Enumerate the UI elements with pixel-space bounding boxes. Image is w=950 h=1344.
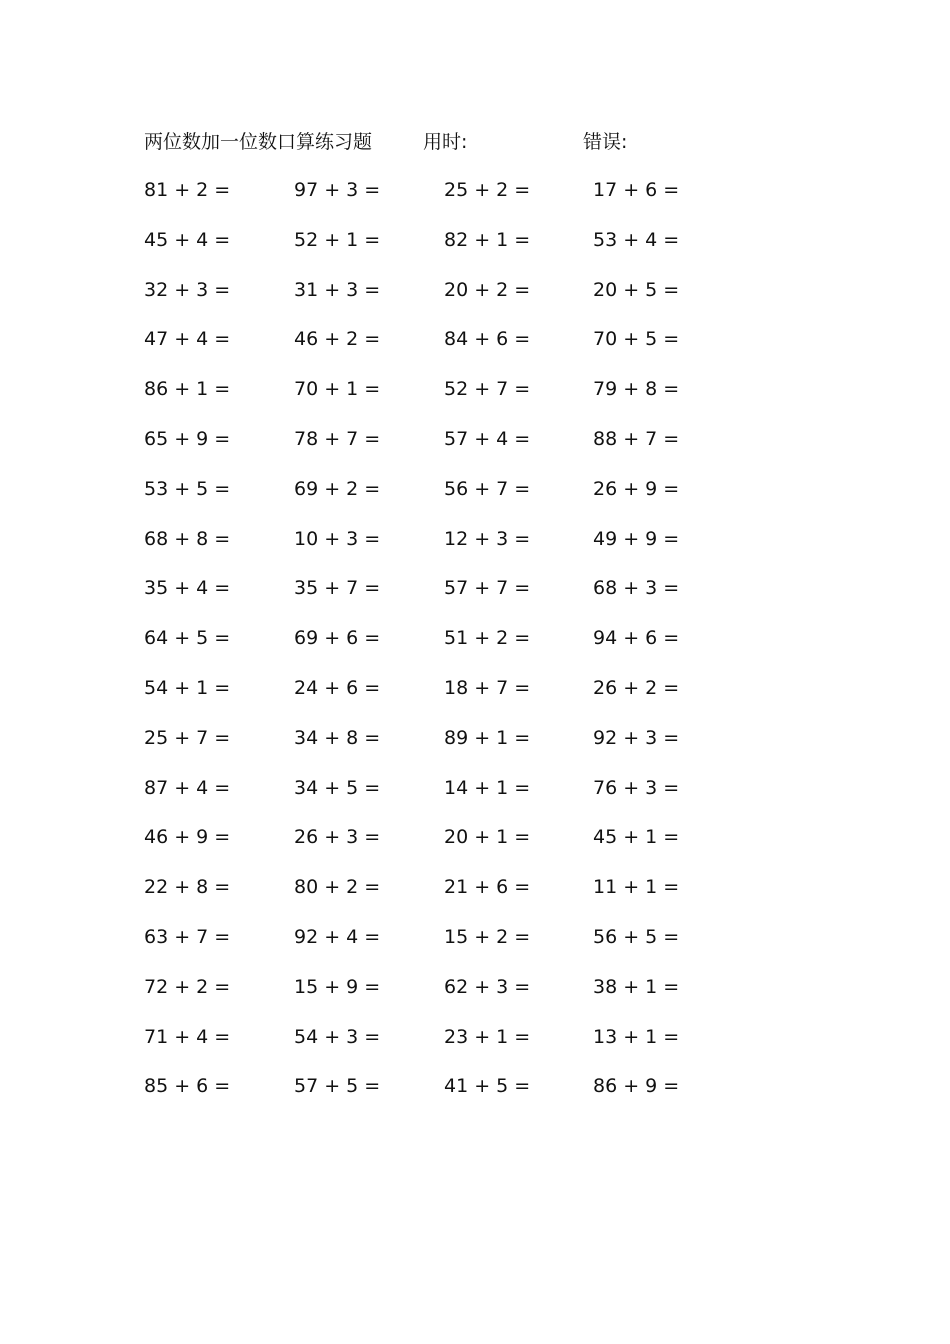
problem-item: 21 + 6 =	[444, 876, 531, 898]
problem-item: 70 + 1 =	[294, 378, 381, 400]
problem-item: 54 + 3 =	[294, 1026, 381, 1048]
problem-item: 69 + 2 =	[294, 478, 381, 500]
problem-item: 84 + 6 =	[444, 328, 531, 350]
problem-item: 72 + 2 =	[144, 976, 231, 998]
problem-item: 11 + 1 =	[593, 876, 680, 898]
problem-item: 24 + 6 =	[294, 677, 381, 699]
problem-item: 70 + 5 =	[593, 328, 680, 350]
errors-label: 错误:	[583, 131, 628, 153]
problem-item: 81 + 2 =	[144, 179, 231, 201]
problem-item: 57 + 7 =	[444, 577, 531, 599]
problem-item: 38 + 1 =	[593, 976, 680, 998]
problem-item: 53 + 4 =	[593, 229, 680, 251]
problem-item: 46 + 9 =	[144, 826, 231, 848]
problem-item: 64 + 5 =	[144, 627, 231, 649]
problem-item: 76 + 3 =	[593, 777, 680, 799]
time-label: 用时:	[423, 131, 468, 153]
problem-item: 80 + 2 =	[294, 876, 381, 898]
problem-item: 14 + 1 =	[444, 777, 531, 799]
problem-item: 51 + 2 =	[444, 627, 531, 649]
problem-item: 25 + 7 =	[144, 727, 231, 749]
problem-item: 52 + 1 =	[294, 229, 381, 251]
problem-item: 25 + 2 =	[444, 179, 531, 201]
problem-item: 57 + 4 =	[444, 428, 531, 450]
problem-item: 15 + 2 =	[444, 926, 531, 948]
problem-item: 35 + 4 =	[144, 577, 231, 599]
problem-item: 65 + 9 =	[144, 428, 231, 450]
problem-item: 56 + 5 =	[593, 926, 680, 948]
problem-item: 86 + 9 =	[593, 1075, 680, 1097]
worksheet-title: 两位数加一位数口算练习题	[144, 131, 373, 153]
problem-item: 26 + 2 =	[593, 677, 680, 699]
problem-item: 71 + 4 =	[144, 1026, 231, 1048]
problem-item: 20 + 5 =	[593, 279, 680, 301]
problem-item: 13 + 1 =	[593, 1026, 680, 1048]
problem-item: 10 + 3 =	[294, 528, 381, 550]
problem-item: 12 + 3 =	[444, 528, 531, 550]
problem-item: 23 + 1 =	[444, 1026, 531, 1048]
problem-item: 68 + 3 =	[593, 577, 680, 599]
problem-item: 26 + 3 =	[294, 826, 381, 848]
problem-item: 69 + 6 =	[294, 627, 381, 649]
problem-item: 26 + 9 =	[593, 478, 680, 500]
problem-item: 79 + 8 =	[593, 378, 680, 400]
problem-item: 94 + 6 =	[593, 627, 680, 649]
problem-item: 88 + 7 =	[593, 428, 680, 450]
problem-item: 57 + 5 =	[294, 1075, 381, 1097]
problem-item: 87 + 4 =	[144, 777, 231, 799]
problem-item: 92 + 4 =	[294, 926, 381, 948]
problem-item: 63 + 7 =	[144, 926, 231, 948]
problem-item: 20 + 1 =	[444, 826, 531, 848]
problem-item: 46 + 2 =	[294, 328, 381, 350]
problem-item: 15 + 9 =	[294, 976, 381, 998]
problem-item: 17 + 6 =	[593, 179, 680, 201]
problem-item: 82 + 1 =	[444, 229, 531, 251]
problem-item: 45 + 1 =	[593, 826, 680, 848]
problem-item: 62 + 3 =	[444, 976, 531, 998]
problem-item: 32 + 3 =	[144, 279, 231, 301]
problem-item: 35 + 7 =	[294, 577, 381, 599]
problem-item: 89 + 1 =	[444, 727, 531, 749]
problem-item: 49 + 9 =	[593, 528, 680, 550]
problem-item: 78 + 7 =	[294, 428, 381, 450]
problem-item: 45 + 4 =	[144, 229, 231, 251]
problem-item: 85 + 6 =	[144, 1075, 231, 1097]
problem-item: 97 + 3 =	[294, 179, 381, 201]
problem-item: 18 + 7 =	[444, 677, 531, 699]
problem-item: 56 + 7 =	[444, 478, 531, 500]
problem-item: 92 + 3 =	[593, 727, 680, 749]
problem-item: 53 + 5 =	[144, 478, 231, 500]
problem-item: 54 + 1 =	[144, 677, 231, 699]
problem-item: 22 + 8 =	[144, 876, 231, 898]
problem-item: 34 + 5 =	[294, 777, 381, 799]
problem-item: 31 + 3 =	[294, 279, 381, 301]
problem-item: 52 + 7 =	[444, 378, 531, 400]
problem-item: 20 + 2 =	[444, 279, 531, 301]
problem-item: 86 + 1 =	[144, 378, 231, 400]
problem-item: 47 + 4 =	[144, 328, 231, 350]
problem-item: 41 + 5 =	[444, 1075, 531, 1097]
problem-item: 34 + 8 =	[294, 727, 381, 749]
problem-item: 68 + 8 =	[144, 528, 231, 550]
